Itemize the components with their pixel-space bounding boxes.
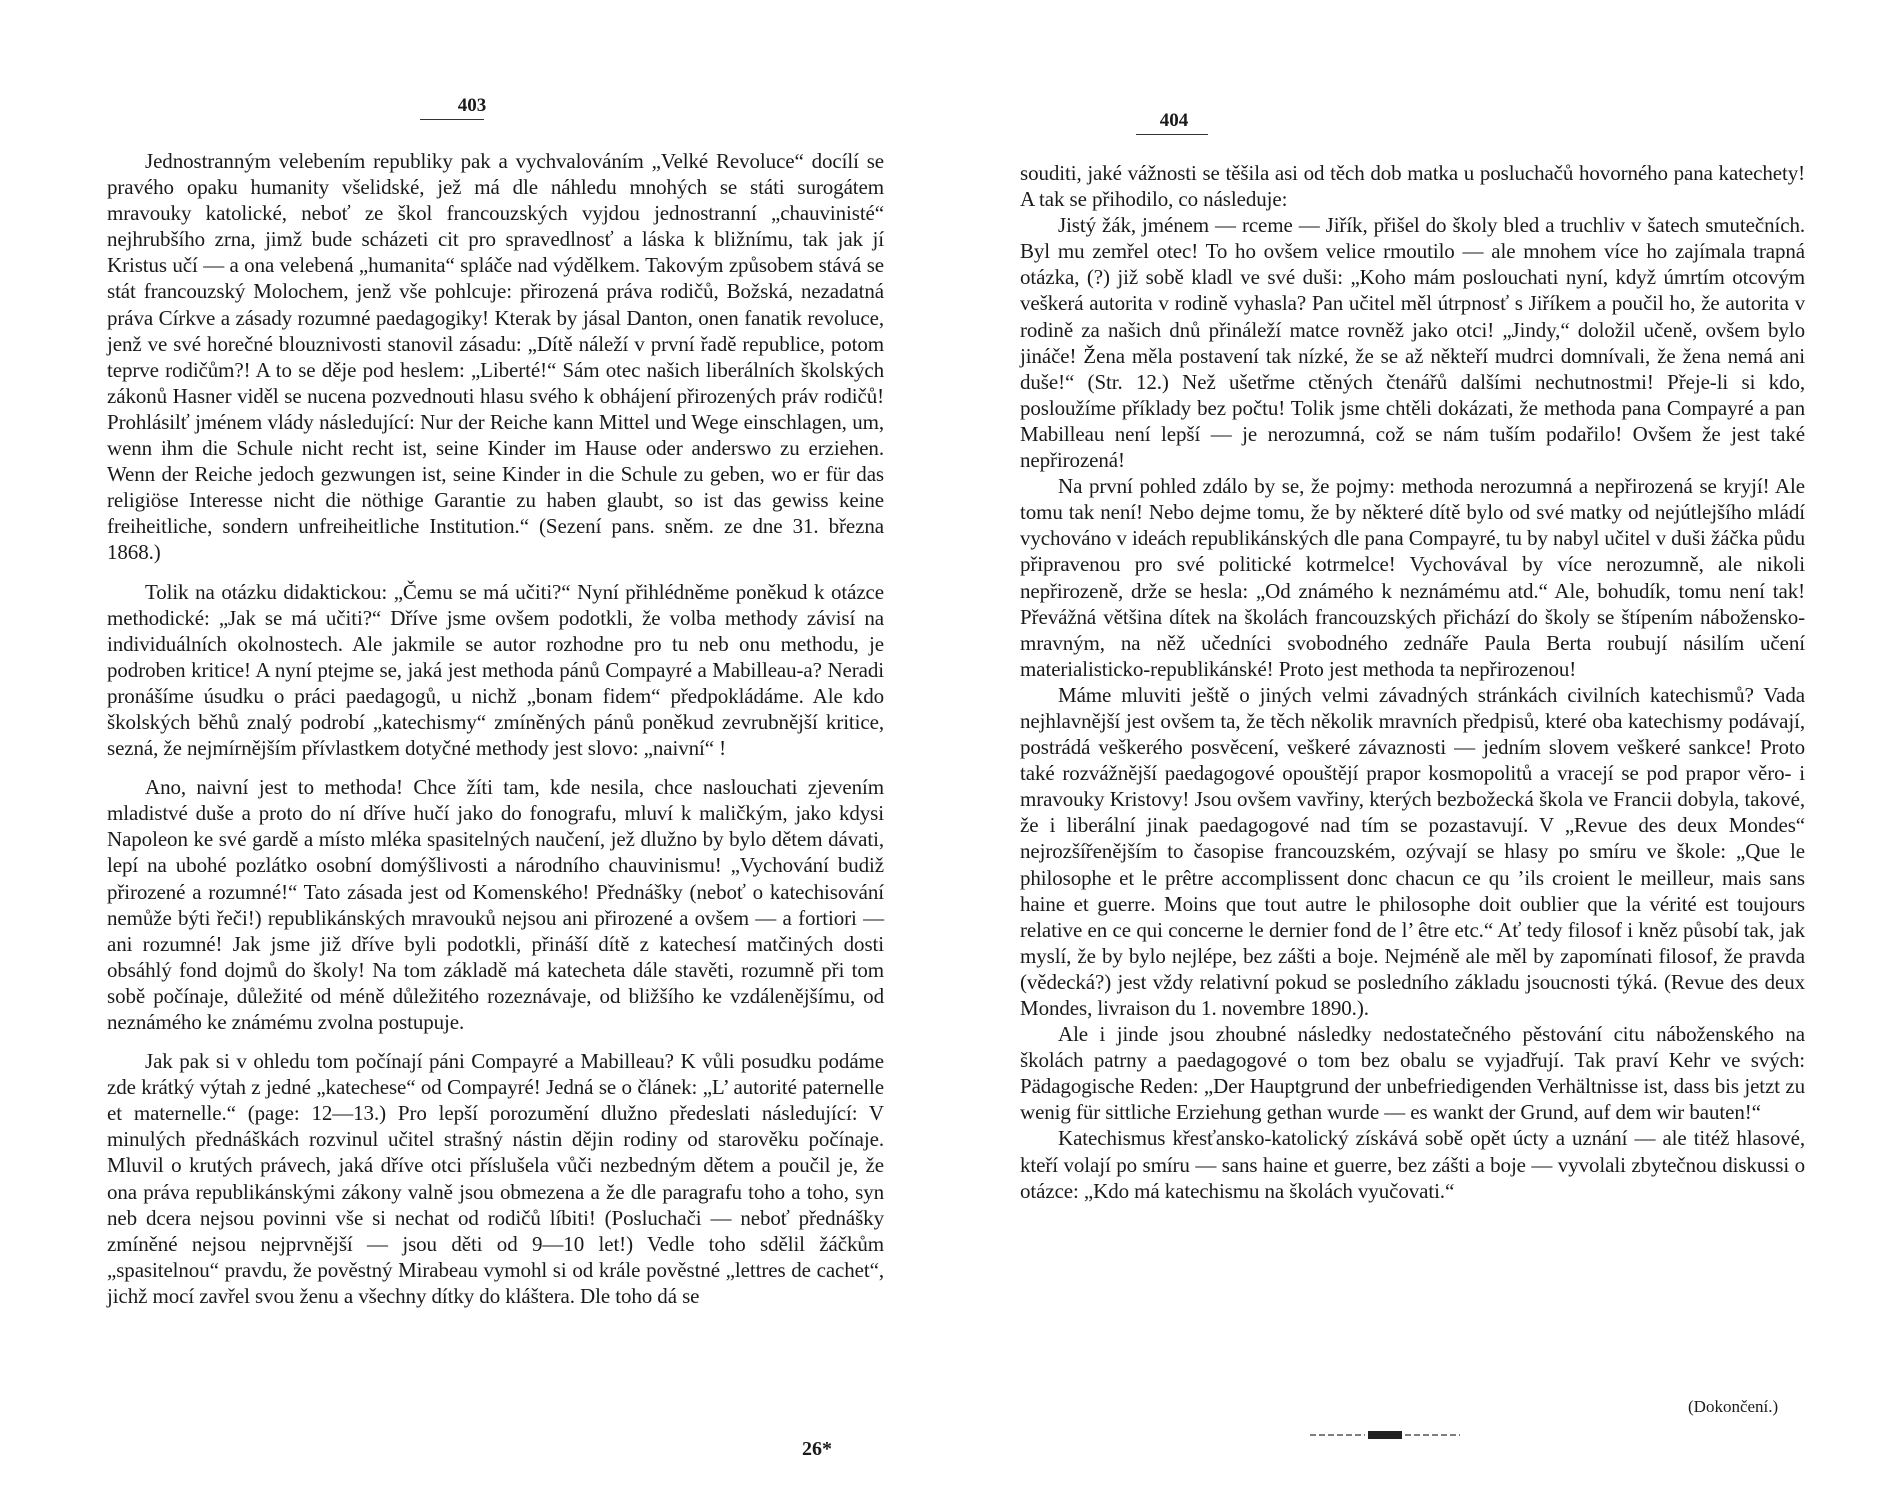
- paragraph: Jak pak si v ohledu tom počínají páni Compayré a Mabilleau? K vůli posudku podáme zde krátký výtah z jedné „katechese“ od Compayré! Jedná se o článek: „L’ autorité paternelle et maternelle.“ (page: 12—13.) Pro lepší porozumění dlužno předeslati následující: V minulých přednáškách rozvinul učitel strašný nástin dějin rodiny od starověku počínaje. Mluvil o krutých právech, jaká dříve otci příslušela vůči nezbedným dětem a poučil je, že ona práva republikánskými zákony valně jsou obmezena a že dle paragrafu toho a toho, syn neb dcera nejsou povinni vše si nechat od rodičů líbiti! (Posluchači — neboť přednášky zmíněné nejsou nejprvnější — jsou děti od 9—10 let!) Vedle toho sdělil žáčkům „spasitelnou“ pravdu, že pověstný Mirabeau vymohl si od krále pověstné „lettres de cachet“, jichž mocí zavřel svou ženu a všechny dítky do kláštera. Dle toho dá se: [107, 1049, 884, 1308]
- page-number-rule: [1136, 134, 1208, 135]
- page-number-rule: [420, 119, 484, 120]
- page-body: [107, 148, 884, 1309]
- paragraph: Jistý žák, jménem — rceme — Jiřík, přišel do školy bled a truchliv v šatech smutečních. Byl mu zemřel otec! To ho ovšem velice rmoutilo — ale mnohem více ho zajímala trapná otázka, (?) již sobě kladl ve své duši: „Koho mám poslouchati nyní, když úmrtím otcovým veškerá autorita v rodině vyhasla? Pan učitel měl útrpnosť s Jiříkem a poučil ho, že autorita v rodině za našich dnů přináleží matce rovněž jako otci! „Jindy,“ doložil učeně, ovšem bylo jináče! Žena měla postavení tak nízké, že se až někteří mudrci domnívali, že žena nemá ani duše!“ (Str. 12.) Než ušetřme ctěných čtenářů dalšími nechutnostmi! Přeje-li si kdo, posloužíme příklady bez počtu! Tolik jsme chtěli dokázati, že methoda pana Compayré a pan Mabilleau není lepší — je nerozumná, což se nám tuším podařilo! Ovšem že jest také nepřirozená!: [1020, 213, 1805, 473]
- paragraph: Ale i jinde jsou zhoubné následky nedostatečného pěstování citu náboženského na školách patrny a paedagogové o tom bez obalu se vyjadřují. Tak praví Kehr ve svých: Pädagogische Reden: „Der Hauptgrund der unbefriedigenden Verhältnisse ist, dass bis jetzt zu wenig für sittliche Erziehung gethan wurde — es wankt der Grund, auf dem wir bauten!“: [1020, 1022, 1805, 1125]
- paragraph: Ano, naivní jest to methoda! Chce žíti tam, kde nesila, chce naslouchati zjevením mladistvé duše a proto do ní dříve hučí jako do fonografu, mluví k maličkým, jako kdysi Napoleon ke své gardě a místo mléka spasitelných naučení, jež dlužno by bylo dětem dávati, lepí na ubohé pozlátko osobní domýšlivosti a národního chauvinismu! „Vychování budiž přirozené a rozumné!“ Tato zásada jest od Komenského! Přednášky (neboť o katechisování nemůže býti řeči!) republikánských mravouků nejsou ani přirozené a ovšem — a fortiori — ani rozumné! Jak jsme již dříve byli podotkli, přináší dítě z katechesí matčiných dosti obsáhlý fond dojmů do školy! Na tom základě má katecheta dále stavěti, rozumně při tom sobě počínaje, důležité od méně důležitého rozeznávaje, od bližšího ke vzdálenějšímu, od neznámého ke známému zvolna postupuje.: [107, 775, 884, 1034]
- paragraph: Na první pohled zdálo by se, že pojmy: methoda nerozumná a nepřirozená se kryjí! Ale tomu tak není! Nebo dejme tomu, že by některé dítě bylo od své matky od nejútlejšího mládí vychováno v ideách republikánských dle pana Compayré, tu by nabyl učitel v duši žáčka půdu připravenou pro své politické kotrmelce! Vychovával by více nerozumně, ale nikoli nepřirozeně, drže se hesla: „Od známého k neznámému atd.“ Ale, bohudík, tomu není tak! Převážná většina dítek na školách francouzských přichází do školy se štípením nábožensko-mravným, na něž učedníci svobodného zednáře Paula Berta roubují násilím učení materialisticko-republikánské! Proto jest methoda ta nepřirozenou!: [1020, 474, 1805, 681]
- paragraph: Tolik na otázku didaktickou: „Čemu se má učiti?“ Nyní přihlédněme poněkud k otázce methodické: „Jak se má učiti?“ Dříve jsme ovšem podotkli, že volba methody závisí na individuálních okolnostech. Ale jakmile se autor rozhodne pro tu neb onu methodu, je podroben kritice! A nyní ptejme se, jaká jest methoda pánů Compayré a Mabilleau-a? Neradi pronášíme úsudku o práci paedagogů, u nichž „bonam fidem“ předpokládáme. Ale kdo školských běhů znalý podrobí „katechismy“ zmíněných pánů poněkud zevrubnější kritice, sezná, že nejmírnějším přívlastkem dotyčné methody jest slovo: „naivní“ !: [107, 579, 884, 761]
- page-number: 404: [1159, 110, 1189, 131]
- paragraph: souditi, jaké vážnosti se těšila asi od těch dob matka u posluchačů hovorného pana katechety! A tak se přihodilo, co následuje:: [1020, 161, 1805, 212]
- closing-note: (Dokončení.): [1688, 1397, 1779, 1416]
- page-number: 403: [457, 95, 487, 116]
- page-body: [1020, 160, 1805, 1204]
- signature-mark: 26*: [802, 1438, 832, 1460]
- end-ornament-icon: [1310, 1429, 1460, 1441]
- paragraph: Katechismus křesťansko-katolický získává sobě opět úcty a uznání — ale titéž hlasové, kteří volají po smíru — sans haine et guerre, bez zášti a boje — vyvolali zbytečnou diskussi o otázce: „Kdo má katechismu na školách vyučovati.“: [1020, 1126, 1805, 1203]
- paragraph: Jednostranným velebením republiky pak a vychvalováním „Velké Revoluce“ docílí se pravého opaku humanity všelidské, jež má dle náhledu mnohých se státi surogátem mravouky katolické, neboť ze škol francouzských vyjdou jednostranní „chauvinisté“ nejhrubšího zrna, jimž bude scházeti cit pro spravedlnosť a láska k bližnímu, tak jak jí Kristus učí — a ona velebená „humanita“ spláče nad výdělkem. Takovým způsobem stává se stát francouzský Molochem, jenž vše pohlcuje: přirozená práva rodičů, Božská, nezadatná práva Církve a zásady rozumné paedagogiky! Kterak by jásal Danton, onen fanatik revoluce, jenž ve své horečné blouznivosti stanovil zásadu: „Dítě náleží v první řadě republice, potom teprve rodičům?! A to se děje pod heslem: „Liberté!“ Sám otec našich liberálních školských zákonů Hasner viděl se nucena pozvednouti hlasu svého k obhájení přirozených práv rodičů! Prohlásilť jménem vlády následující: Nur der Reiche kann Mittel und Wege einschlagen, um, wenn ihm die Schule nicht recht ist, seine Kinder im Hause oder anderswo zu erziehen. Wenn der Reiche jedoch gezwungen ist, seine Kinder in die Schule zu geben, wo er für das religiöse Interesse nicht die nöthige Garantie zu haben glaubt, so ist das gewiss keine freiheitliche, sondern unfreiheitliche Institution.“ (Sezení pans. sněm. ze dne 31. března 1868.): [107, 149, 884, 565]
- paragraph: Máme mluviti ještě o jiných velmi závadných stránkách civilních katechismů? Vada nejhlavnější jest ovšem ta, že těch několik mravních předpisů, které oba katechismy podávají, postrádá veškerého posvěcení, veškeré závaznosti — jedním slovem veškeré sankce! Proto také rozvážnější paedagogové opouštějí prapor kosmopolitů a vracejí se pod prapor věro- i mravouky Kristovy! Jsou ovšem vavřiny, kterých bezbožecká škola ve Francii dobyla, takové, že i liberální jinak paedagogové nad tím se pozastavují. V „Revue des deux Mondes“ nejrozšířenějším to časopise francouzském, ozývají se hlasy po smíru ve škole: „Que le philosophe et le prêtre accomplissent donc chacun ce qu ’ils croient le meilleur, mais sans haine et guerre. Moins que tout autre le philosophe doit oublier que la vérité est toujours relative en ce qui concerne le dernier fond de l’ être etc.“ Ať tedy filosof i kněz působí tak, jak myslí, že by bylo nejlépe, bez zášti a boje. Nejméně ale měl by zapomínati filosof, že pravda (vědecká?) jest vždy relativní pokud se posledního základu jsoucnosti týká. (Revue des deux Mondes, livraison du 1. novembre 1890.).: [1020, 682, 1805, 1020]
